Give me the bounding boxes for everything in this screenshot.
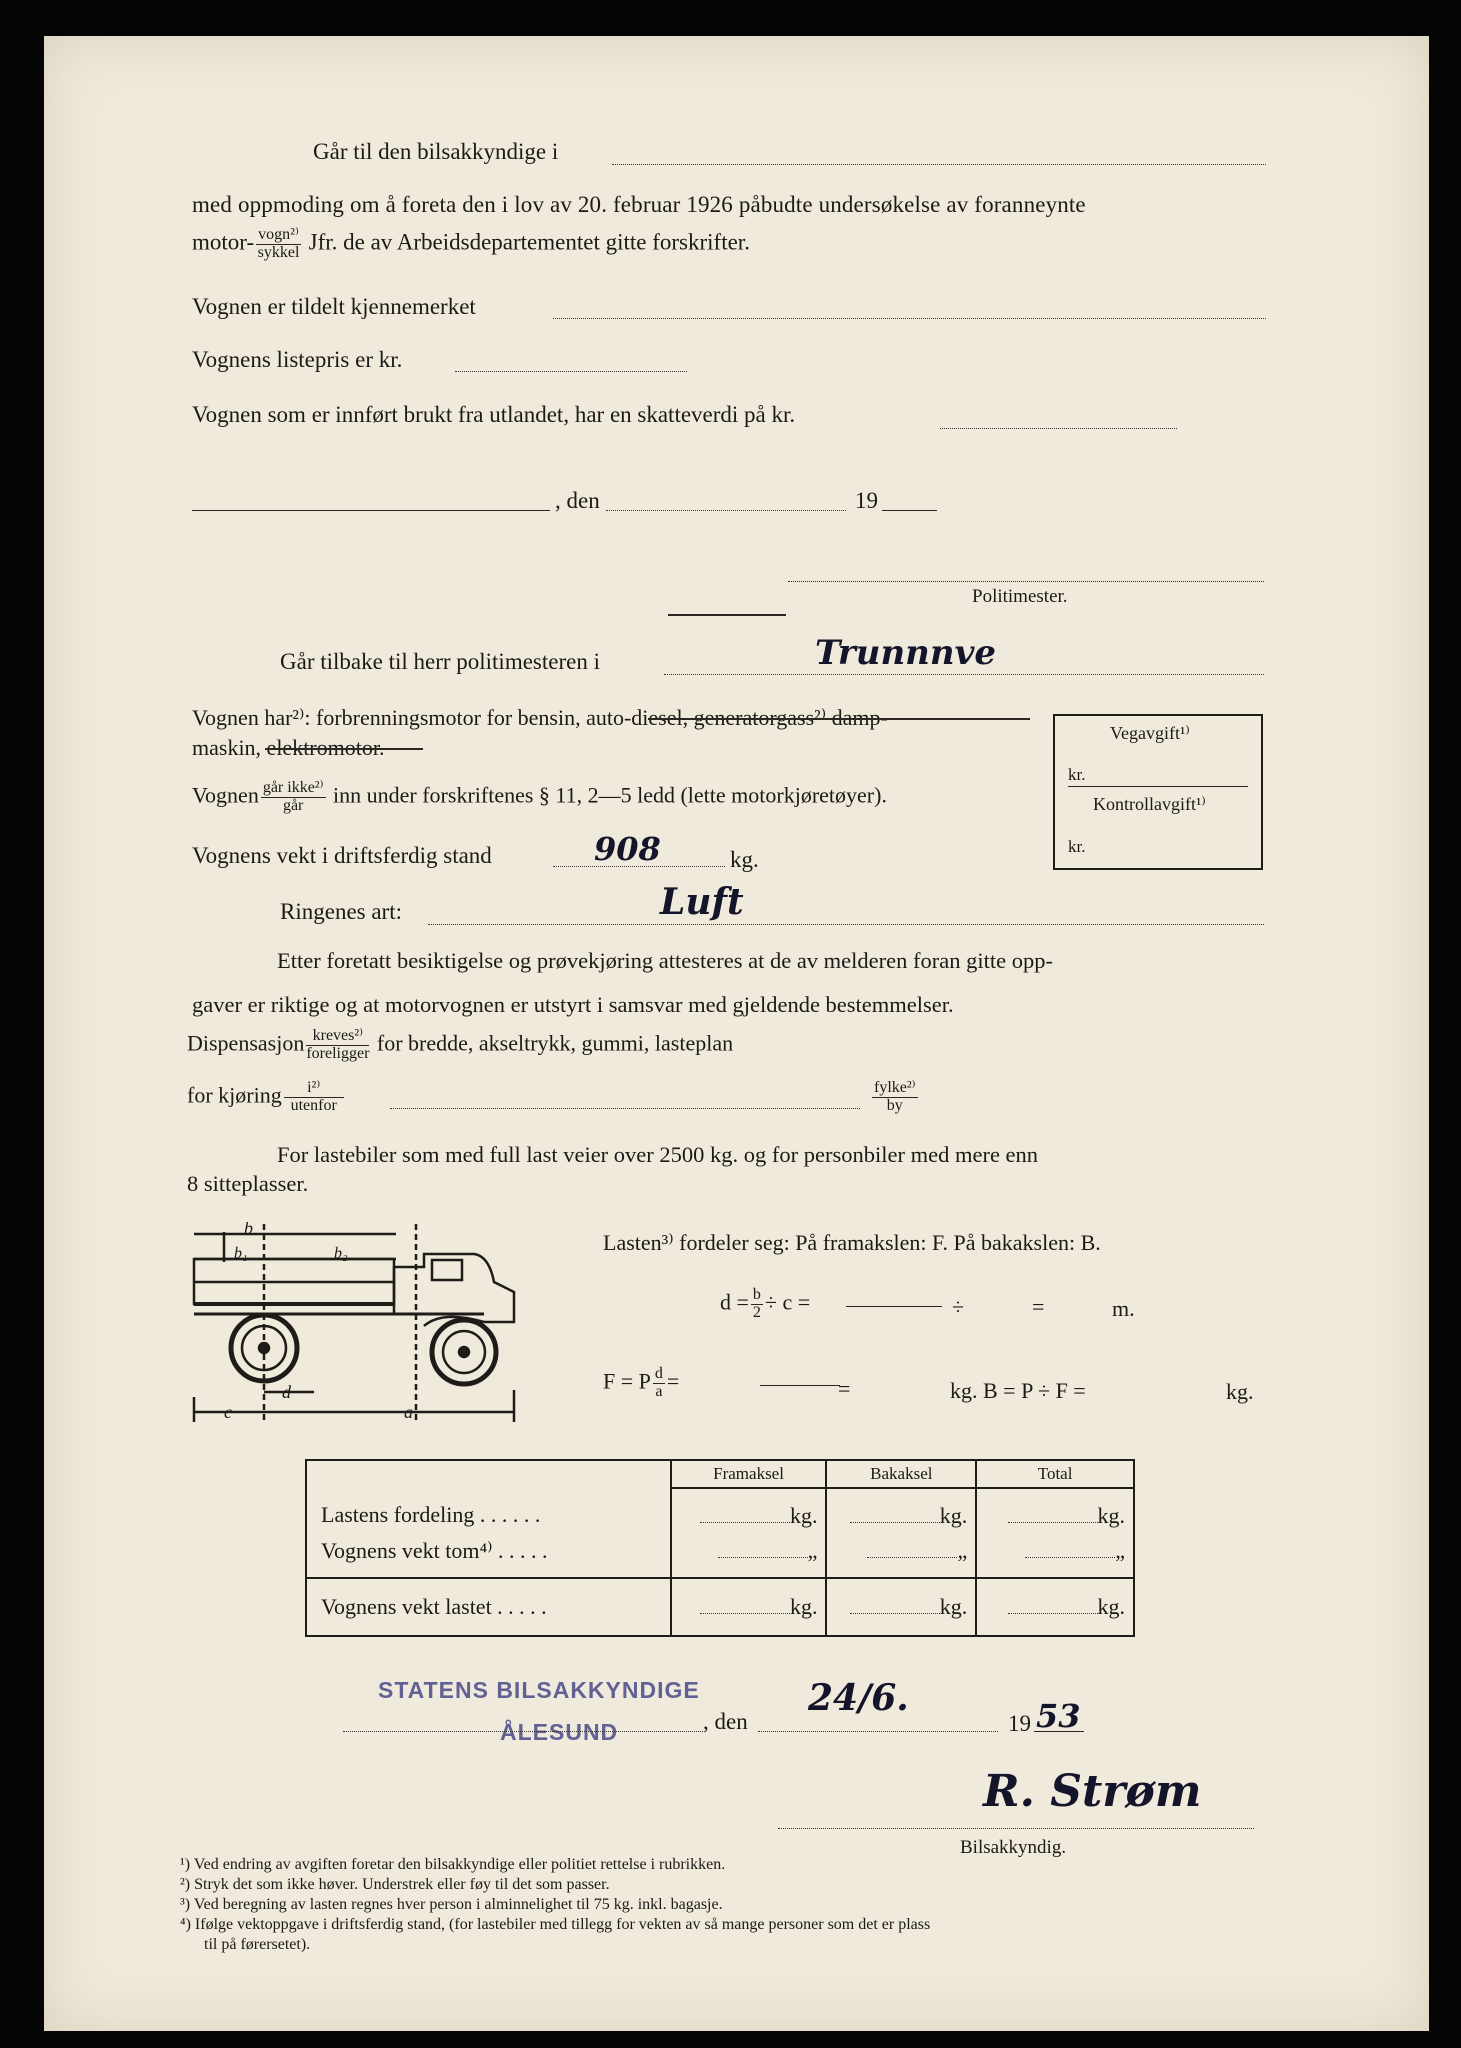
formula-eq2: = xyxy=(838,1376,851,1401)
skatteverdi-label: Vognen som er innført brukt fra utlandet, har en skatteverdi på kr. xyxy=(192,402,796,427)
table-header-framaksel: Framaksel xyxy=(671,1460,827,1488)
row-label-lastens: Lastens fordeling . . . . . . xyxy=(321,1502,541,1528)
signature-year: 53 xyxy=(1036,1697,1081,1735)
row-label-tom: Vognens vekt tom⁴⁾ . . . . . xyxy=(321,1537,548,1563)
dispensasjon-line: Dispensasjon $\frac{\text{kreves²⁾}}{\text{foreligger}}$ for bredde, akseltrykk, gummi, lasteplan xyxy=(187,1027,734,1062)
kjoring-field xyxy=(390,1108,860,1109)
footnote-4-cont: til på førersetet). xyxy=(204,1936,311,1953)
table-row-labels xyxy=(306,1488,671,1578)
truck-diagram xyxy=(184,1222,529,1427)
lasten-label: Lasten³⁾ fordeler seg: På framakslen: F. På bakakslen: B. xyxy=(603,1230,1101,1255)
weight-distribution-table xyxy=(305,1459,1135,1637)
signature-year-prefix: 19 xyxy=(1008,1711,1031,1736)
cell-framaksel-top: kg. „ xyxy=(671,1488,827,1578)
ringenes-field xyxy=(428,924,1264,925)
kontrollavgift-label: Kontrollavgift¹⁾ xyxy=(1093,794,1206,814)
row-label-lastet: Vognens vekt lastet . . . . . xyxy=(306,1578,671,1636)
lastebil-line2: 8 sitteplasser. xyxy=(187,1171,309,1196)
attest-line1: Etter foretatt besiktigelse og prøvekjøring attesteres at de av melderen foran gitte opp- xyxy=(277,948,1053,973)
header-line1-field xyxy=(612,164,1266,165)
signature-date: 24/6. xyxy=(808,1677,909,1719)
ringenes-label: Ringenes art: xyxy=(280,899,402,924)
header-line3: motor- $\frac{\text{vogn²⁾}}{\text{sykkel}}$ Jfr. de av Arbeidsdepartementet gitte forskrifter. xyxy=(192,226,750,261)
cell-bakaksel-lastet: kg. xyxy=(826,1578,976,1636)
footnote-2: ²) Stryk det som ikke høver. Understrek eller føy til det som passer. xyxy=(180,1876,610,1893)
vegavgift-label: Vegavgift¹⁾ xyxy=(1110,723,1190,743)
attest-line2: gaver er riktige og at motorvognen er utstyrt i samsvar med gjeldende bestemmelser. xyxy=(192,992,954,1017)
strike-elektromotor xyxy=(265,748,423,750)
den-label: , den xyxy=(555,488,600,513)
year-field xyxy=(882,510,937,511)
formula-f-eq: F = P $\frac{d}{a}$ = xyxy=(603,1365,680,1400)
footnote-3: ³) Ved beregning av lasten regnes hver person i alminnelighet til 75 kg. inkl. bagasje. xyxy=(180,1896,723,1913)
official-stamp-line2: ÅLESUND xyxy=(500,1719,619,1745)
diagram-label-b2: b₂ xyxy=(334,1245,348,1262)
diagram-label-a: a xyxy=(404,1402,413,1422)
lastebil-line1: For lastebiler som med full last veier over 2500 kg. og for personbiler med mere enn xyxy=(277,1142,1039,1167)
diagram-label-c: c xyxy=(224,1402,232,1422)
signature-line xyxy=(778,1828,1254,1829)
vekt-value: 908 xyxy=(594,830,661,868)
cell-total-top: kg. „ xyxy=(976,1488,1134,1578)
signature-den-label: , den xyxy=(703,1709,748,1734)
formula-div: ÷ xyxy=(952,1294,965,1319)
listepris-field xyxy=(455,371,687,372)
official-stamp-line1: STATENS BILSAKKYNDIGE xyxy=(378,1677,700,1703)
separator-line xyxy=(668,614,786,616)
table-header-total: Total xyxy=(976,1460,1134,1488)
formula-eq: = xyxy=(1032,1294,1045,1319)
cell-bakaksel-top: kg. „ xyxy=(826,1488,976,1578)
formula-kg-b: kg. B = P ÷ F = xyxy=(950,1378,1086,1403)
table-corner xyxy=(306,1460,671,1488)
ringenes-value: Luft xyxy=(660,881,744,923)
return-place-handwritten: Trunnnve xyxy=(815,633,997,673)
motor-line1: Vognen har²⁾: forbrenningsmotor for bensin, auto-diesel, generatorgass²⁾ damp- xyxy=(192,705,888,730)
fee-kr2: kr. xyxy=(1068,837,1086,856)
signature-date-field xyxy=(758,1731,998,1732)
return-label: Går tilbake til herr politimesteren i xyxy=(280,649,600,674)
formula-kg-end: kg. xyxy=(1226,1379,1254,1404)
stamp-place-field xyxy=(343,1731,703,1732)
fylke-frac: $\frac{\text{fylke²⁾}}{by}$ xyxy=(874,1079,916,1114)
place-field xyxy=(192,510,550,511)
diagram-label-b: b xyxy=(244,1222,253,1238)
return-place-field xyxy=(664,674,1264,675)
fee-kr1: kr. xyxy=(1068,765,1086,784)
lette-line: Vognen $\frac{\text{går ikke²⁾}}{\text{går}}$ inn under forskriftenes § 11, 2—5 ledd (lette motorkjøretøyer). xyxy=(192,779,887,814)
strike-generatorgass xyxy=(648,718,1030,720)
formula-d-eq: d = $\frac{b}{2}$ ÷ c = xyxy=(720,1286,811,1321)
kjoring-line: for kjøring $\frac{\text{i²⁾}}{\text{utenfor}}$ xyxy=(187,1080,346,1115)
diagram-label-b1: b₁ xyxy=(234,1245,248,1262)
kjennemerke-label: Vognen er tildelt kjennemerket xyxy=(192,294,476,319)
cell-total-lastet: kg. xyxy=(976,1578,1134,1636)
formula-f-line xyxy=(760,1385,840,1386)
footnote-1: ¹) Ved endring av avgiften foretar den bilsakkyndige eller politiet rettelse i rubrikken. xyxy=(180,1856,726,1873)
formula-m: m. xyxy=(1112,1296,1135,1321)
vekt-label: Vognens vekt i driftsferdig stand xyxy=(192,843,492,868)
kjennemerke-field xyxy=(553,318,1266,319)
header-line2: med oppmoding om å foreta den i lov av 20. februar 1926 påbudte undersøkelse av foranneynte xyxy=(192,192,1086,217)
politimester-signature-line xyxy=(788,581,1264,582)
formula-d-line xyxy=(846,1306,942,1307)
cell-framaksel-lastet: kg. xyxy=(671,1578,827,1636)
date-field xyxy=(606,510,846,511)
skatteverdi-field xyxy=(940,428,1177,429)
bilsakkyndig-label: Bilsakkyndig. xyxy=(960,1837,1067,1858)
politimester-label: Politimester. xyxy=(972,586,1068,607)
table-header-bakaksel: Bakaksel xyxy=(826,1460,976,1488)
fee-line1 xyxy=(1068,786,1248,787)
motor-line2: maskin, elektromotor. xyxy=(192,735,385,760)
year-prefix: 19 xyxy=(855,488,878,513)
header-line1-label: Går til den bilsakkyndige i xyxy=(313,139,559,164)
handwritten-signature: R. Strøm xyxy=(983,1766,1202,1817)
vekt-unit: kg. xyxy=(730,847,759,872)
footnote-4: ⁴) Ifølge vektoppgave i driftsferdig stand, (for lastebiler med tillegg for vekten av så mange personer som det er plass xyxy=(180,1916,931,1933)
listepris-label: Vognens listepris er kr. xyxy=(192,347,403,372)
diagram-label-d: d xyxy=(282,1382,291,1402)
